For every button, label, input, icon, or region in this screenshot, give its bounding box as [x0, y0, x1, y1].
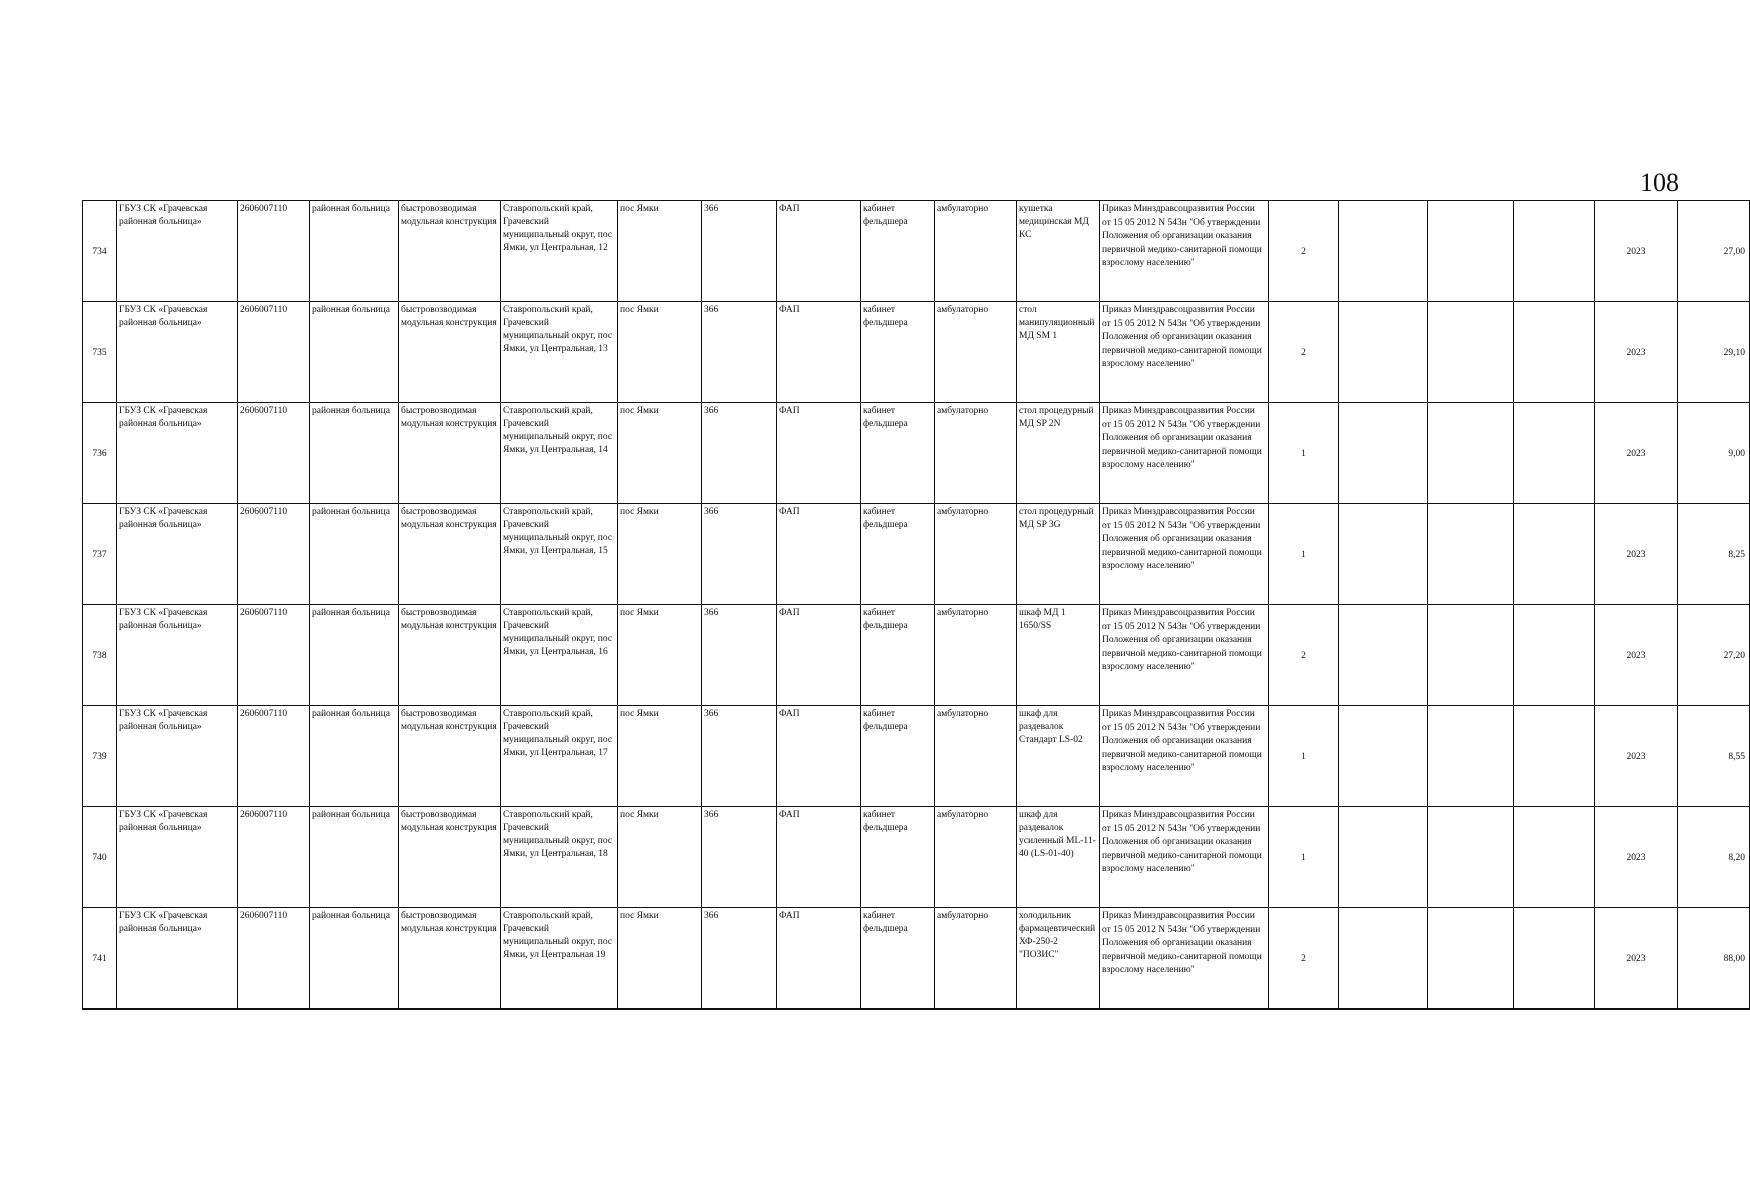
institution-type: районная больница [310, 706, 399, 807]
facility-type: ФАП [777, 908, 861, 1010]
room: кабинет фельдшера [861, 605, 935, 706]
settlement: пос Ямки [618, 403, 702, 504]
empty-cell-1 [1339, 504, 1428, 605]
year: 2023 [1595, 807, 1678, 908]
quantity: 1 [1269, 706, 1339, 807]
empty-cell-1 [1339, 706, 1428, 807]
room: кабинет фельдшера [861, 504, 935, 605]
empty-cell-1 [1339, 302, 1428, 403]
facility-type: ФАП [777, 706, 861, 807]
legal-basis: Приказ Минздравсоцразвития России от 15 05 2012 N 543н "Об утверждении Положения об организации оказания первичной медико-санитарной помощи взрослому населению" [1100, 706, 1269, 807]
empty-cell-1 [1339, 201, 1428, 302]
row-number: 740 [83, 807, 117, 908]
empty-cell-2 [1428, 706, 1514, 807]
row-number: 736 [83, 403, 117, 504]
legal-basis: Приказ Минздравсоцразвития России от 15 05 2012 N 543н "Об утверждении Положения об организации оказания первичной медико-санитарной помощи взрослому населению" [1100, 201, 1269, 302]
inn-code: 2606007110 [238, 504, 310, 605]
year: 2023 [1595, 201, 1678, 302]
inn-code: 2606007110 [238, 302, 310, 403]
amount: 9,00 [1678, 403, 1750, 504]
equipment-name: шкаф для раздевалок усиленный ML-11-40 (LS-01-40) [1017, 807, 1100, 908]
amount: 29,10 [1678, 302, 1750, 403]
year: 2023 [1595, 706, 1678, 807]
address: Ставропольский край, Грачевский муниципальный округ, пос Ямки, ул Центральная, 15 [501, 504, 618, 605]
inn-code: 2606007110 [238, 706, 310, 807]
empty-cell-2 [1428, 908, 1514, 1010]
year: 2023 [1595, 908, 1678, 1010]
construction-type: быстровозводимая модульная конструкция [399, 302, 501, 403]
amount: 8,25 [1678, 504, 1750, 605]
population: 366 [702, 201, 777, 302]
empty-cell-1 [1339, 605, 1428, 706]
settlement: пос Ямки [618, 706, 702, 807]
table-row [83, 403, 1750, 504]
row-number: 739 [83, 706, 117, 807]
care-form: амбулаторно [935, 403, 1017, 504]
empty-cell-2 [1428, 302, 1514, 403]
legal-basis: Приказ Минздравсоцразвития России от 15 05 2012 N 543н "Об утверждении Положения об организации оказания первичной медико-санитарной помощи взрослому населению" [1100, 807, 1269, 908]
table-row [83, 807, 1750, 908]
equipment-name: шкаф для раздевалок Стандарт LS-02 [1017, 706, 1100, 807]
amount: 27,20 [1678, 605, 1750, 706]
population: 366 [702, 807, 777, 908]
settlement: пос Ямки [618, 302, 702, 403]
page-number: 108 [1640, 168, 1679, 197]
population: 366 [702, 504, 777, 605]
construction-type: быстровозводимая модульная конструкция [399, 403, 501, 504]
room: кабинет фельдшера [861, 302, 935, 403]
institution-type: районная больница [310, 403, 399, 504]
amount: 27,00 [1678, 201, 1750, 302]
inn-code: 2606007110 [238, 807, 310, 908]
construction-type: быстровозводимая модульная конструкция [399, 908, 501, 1010]
equipment-name: стол процедурный МД SP 2N [1017, 403, 1100, 504]
address: Ставропольский край, Грачевский муниципальный округ, пос Ямки, ул Центральная, 17 [501, 706, 618, 807]
population: 366 [702, 403, 777, 504]
organization-name: ГБУЗ СК «Грачевская районная больница» [117, 605, 238, 706]
empty-cell-3 [1514, 302, 1595, 403]
facility-type: ФАП [777, 605, 861, 706]
organization-name: ГБУЗ СК «Грачевская районная больница» [117, 908, 238, 1010]
address: Ставропольский край, Грачевский муниципальный округ, пос Ямки, ул Центральная 19 [501, 908, 618, 1010]
inn-code: 2606007110 [238, 908, 310, 1010]
equipment-name: холодильник фармацевтический ХФ-250-2 "ПОЗИС" [1017, 908, 1100, 1010]
row-number: 737 [83, 504, 117, 605]
empty-cell-1 [1339, 908, 1428, 1010]
equipment-name: кушетка медицинская МД КС [1017, 201, 1100, 302]
quantity: 2 [1269, 201, 1339, 302]
population: 366 [702, 605, 777, 706]
population: 366 [702, 908, 777, 1010]
room: кабинет фельдшера [861, 201, 935, 302]
legal-basis: Приказ Минздравсоцразвития России от 15 05 2012 N 543н "Об утверждении Положения об организации оказания первичной медико-санитарной помощи взрослому населению" [1100, 605, 1269, 706]
equipment-name: стол процедурный МД SP 3G [1017, 504, 1100, 605]
settlement: пос Ямки [618, 504, 702, 605]
facility-type: ФАП [777, 504, 861, 605]
empty-cell-3 [1514, 908, 1595, 1010]
institution-type: районная больница [310, 605, 399, 706]
amount: 8,55 [1678, 706, 1750, 807]
care-form: амбулаторно [935, 302, 1017, 403]
empty-cell-3 [1514, 403, 1595, 504]
row-number: 734 [83, 201, 117, 302]
room: кабинет фельдшера [861, 908, 935, 1010]
empty-cell-3 [1514, 504, 1595, 605]
address: Ставропольский край, Грачевский муниципальный округ, пос Ямки, ул Центральная, 16 [501, 605, 618, 706]
quantity: 1 [1269, 807, 1339, 908]
inn-code: 2606007110 [238, 605, 310, 706]
care-form: амбулаторно [935, 504, 1017, 605]
empty-cell-2 [1428, 605, 1514, 706]
facility-type: ФАП [777, 201, 861, 302]
care-form: амбулаторно [935, 807, 1017, 908]
table-body [83, 201, 1750, 1010]
organization-name: ГБУЗ СК «Грачевская районная больница» [117, 504, 238, 605]
table-row [83, 504, 1750, 605]
settlement: пос Ямки [618, 807, 702, 908]
quantity: 2 [1269, 605, 1339, 706]
empty-cell-1 [1339, 403, 1428, 504]
quantity: 1 [1269, 403, 1339, 504]
construction-type: быстровозводимая модульная конструкция [399, 706, 501, 807]
quantity: 1 [1269, 504, 1339, 605]
empty-cell-2 [1428, 807, 1514, 908]
room: кабинет фельдшера [861, 807, 935, 908]
equipment-table [82, 200, 1750, 1010]
quantity: 2 [1269, 908, 1339, 1010]
construction-type: быстровозводимая модульная конструкция [399, 504, 501, 605]
room: кабинет фельдшера [861, 706, 935, 807]
facility-type: ФАП [777, 302, 861, 403]
construction-type: быстровозводимая модульная конструкция [399, 807, 501, 908]
settlement: пос Ямки [618, 201, 702, 302]
institution-type: районная больница [310, 807, 399, 908]
row-number: 735 [83, 302, 117, 403]
table-row [83, 706, 1750, 807]
institution-type: районная больница [310, 201, 399, 302]
equipment-name: стол манипуляционный МД SM 1 [1017, 302, 1100, 403]
population: 366 [702, 706, 777, 807]
institution-type: районная больница [310, 504, 399, 605]
empty-cell-3 [1514, 605, 1595, 706]
facility-type: ФАП [777, 403, 861, 504]
empty-cell-1 [1339, 807, 1428, 908]
year: 2023 [1595, 302, 1678, 403]
empty-cell-3 [1514, 201, 1595, 302]
facility-type: ФАП [777, 807, 861, 908]
construction-type: быстровозводимая модульная конструкция [399, 605, 501, 706]
care-form: амбулаторно [935, 605, 1017, 706]
legal-basis: Приказ Минздравсоцразвития России от 15 05 2012 N 543н "Об утверждении Положения об организации оказания первичной медико-санитарной помощи взрослому населению" [1100, 504, 1269, 605]
legal-basis: Приказ Минздравсоцразвития России от 15 05 2012 N 543н "Об утверждении Положения об организации оказания первичной медико-санитарной помощи взрослому населению" [1100, 403, 1269, 504]
population: 366 [702, 302, 777, 403]
room: кабинет фельдшера [861, 403, 935, 504]
address: Ставропольский край, Грачевский муниципальный округ, пос Ямки, ул Центральная, 12 [501, 201, 618, 302]
empty-cell-3 [1514, 706, 1595, 807]
table-row [83, 605, 1750, 706]
legal-basis: Приказ Минздравсоцразвития России от 15 05 2012 N 543н "Об утверждении Положения об организации оказания первичной медико-санитарной помощи взрослому населению" [1100, 302, 1269, 403]
table-row [83, 908, 1750, 1010]
address: Ставропольский край, Грачевский муниципальный округ, пос Ямки, ул Центральная, 13 [501, 302, 618, 403]
empty-cell-3 [1514, 807, 1595, 908]
construction-type: быстровозводимая модульная конструкция [399, 201, 501, 302]
amount: 88,00 [1678, 908, 1750, 1010]
institution-type: районная больница [310, 908, 399, 1010]
table-row [83, 201, 1750, 302]
address: Ставропольский край, Грачевский муниципальный округ, пос Ямки, ул Центральная, 18 [501, 807, 618, 908]
quantity: 2 [1269, 302, 1339, 403]
empty-cell-2 [1428, 201, 1514, 302]
organization-name: ГБУЗ СК «Грачевская районная больница» [117, 302, 238, 403]
care-form: амбулаторно [935, 201, 1017, 302]
settlement: пос Ямки [618, 908, 702, 1010]
organization-name: ГБУЗ СК «Грачевская районная больница» [117, 403, 238, 504]
settlement: пос Ямки [618, 605, 702, 706]
empty-cell-2 [1428, 504, 1514, 605]
equipment-name: шкаф МД 1 1650/SS [1017, 605, 1100, 706]
year: 2023 [1595, 504, 1678, 605]
institution-type: районная больница [310, 302, 399, 403]
year: 2023 [1595, 605, 1678, 706]
amount: 8,20 [1678, 807, 1750, 908]
address: Ставропольский край, Грачевский муниципальный округ, пос Ямки, ул Центральная, 14 [501, 403, 618, 504]
empty-cell-2 [1428, 403, 1514, 504]
organization-name: ГБУЗ СК «Грачевская районная больница» [117, 706, 238, 807]
table-row [83, 302, 1750, 403]
organization-name: ГБУЗ СК «Грачевская районная больница» [117, 201, 238, 302]
care-form: амбулаторно [935, 908, 1017, 1010]
organization-name: ГБУЗ СК «Грачевская районная больница» [117, 807, 238, 908]
year: 2023 [1595, 403, 1678, 504]
inn-code: 2606007110 [238, 201, 310, 302]
care-form: амбулаторно [935, 706, 1017, 807]
row-number: 738 [83, 605, 117, 706]
row-number: 741 [83, 908, 117, 1010]
legal-basis: Приказ Минздравсоцразвития России от 15 05 2012 N 543н "Об утверждении Положения об организации оказания первичной медико-санитарной помощи взрослому населению" [1100, 908, 1269, 1010]
inn-code: 2606007110 [238, 403, 310, 504]
